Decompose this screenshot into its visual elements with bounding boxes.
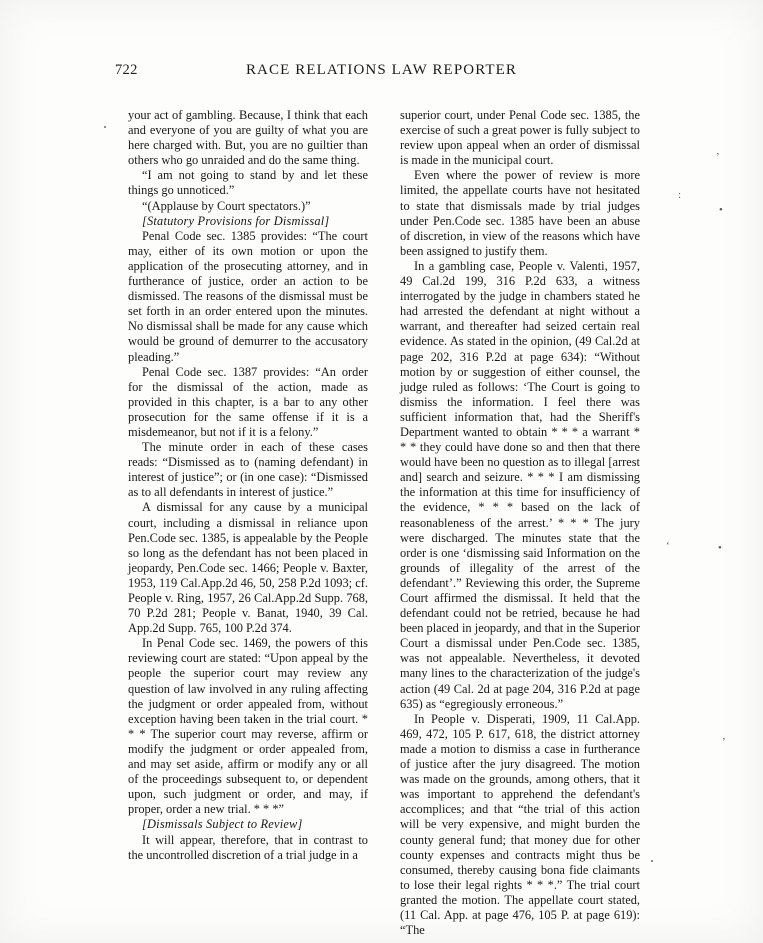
paragraph: superior court, under Penal Code sec. 1385, the exercise of such a great power is fully subject to review upon appeal when an order of dismissal is made in the municipal court. <box>400 108 640 168</box>
margin-mark: • <box>718 542 722 554</box>
right-column <box>400 108 640 938</box>
paper-speck <box>104 126 106 128</box>
paragraph: It will appear, therefore, that in contrast to the uncontrolled discretion of a trial judge in a <box>128 832 368 862</box>
paragraph: Penal Code sec. 1387 provides: “An order for the dismissal of the action, made as provided in this chapter, is a bar to any other prosecution for the same offense if it is a misdemeanor, but not if it is a felony.” <box>128 364 368 439</box>
paragraph: In a gambling case, People v. Valenti, 1957, 49 Cal.2d 199, 316 P.2d 633, a witness interrogated by the judge in chambers stated he had arrested the defendant at night without a warrant, and thereafter had seized certain real evidence. As stated in the opinion, (49 Cal.2d at page 202, 316 P.2d at page 634): “Without motion by or suggestion of either counsel, the judge ruled as follows: ‘The Court is going to dismiss the information. I feel there was sufficient information that, had the Sheriff's Department wanted to obtain * * * a warrant * * * they could have done so and then that there would have been no question as to illegal [arrest and] search and seizure. * * * I am dismissing the information at this time for insufficiency of the evidence, * * * based on the lack of reasonableness of the arrest.’ * * * The jury were discharged. The minutes state that the order is one ‘dismissing said Information on the grounds of illegality of the arrest of the defendant’.” Reviewing this order, the Supreme Court affirmed the dismissal. It held that the defendant could not be retried, because he had been placed in jeopardy, and that in the Superior Court a dismissal under Pen.Code sec. 1385, was not appealable. Nevertheless, it devoted many lines to the characterization of the judge's action (49 Cal. 2d at page 204, 316 P.2d at page 635) as “egregiously erroneous.” <box>400 258 640 711</box>
section-heading-statutory-provisions: [Statutory Provisions for Dismissal] <box>142 213 330 228</box>
margin-mark: : <box>678 189 682 201</box>
margin-mark: ‘ <box>666 540 670 552</box>
paragraph: Even where the power of review is more limited, the appellate courts have not hesitated to state that dismissals made by trial judges under Pen.Code sec. 1385 have been an abuse of discretion, in view of the reasons which have been assigned to justify them. <box>400 168 640 258</box>
paragraph: A dismissal for any cause by a municipal court, including a dismissal in reliance upon Pen.Code sec. 1385, is appealable by the People so long as the defendant has not been placed in jeopardy, Pen.Code sec. 1466; People v. Baxter, 1953, 119 Cal.App.2d 46, 50, 258 P.2d 1093; cf. People v. Ring, 1957, 26 Cal.App.2d Supp. 768, 70 P.2d 281; People v. Banat, 1940, 39 Cal. App.2d Supp. 765, 100 P.2d 374. <box>128 500 368 636</box>
paragraph: “I am not going to stand by and let these things go unnoticed.” <box>128 168 368 198</box>
paragraph: The minute order in each of these cases reads: “Dismissed as to (naming defendant) in interest of justice”; or (in one case): “Dismissed as to all defendants in interest of justice.” <box>128 440 368 500</box>
page-number: 722 <box>115 62 138 78</box>
paragraph: In Penal Code sec. 1469, the powers of this reviewing court are stated: “Upon appeal by the people the superior court may review any question of law involved in any ruling affecting the judgment or order appealed from, without exception having been taken in the trial court. * * * The superior court may reverse, affirm or modify the judgment or order appealed from, and may set aside, affirm or modify any or all of the proceedings subsequent to, or dependent upon, such judgment or order, and may, if proper, order a new trial. * * *” <box>128 636 368 817</box>
paragraph: “(Applause by Court spectators.)” <box>142 198 311 213</box>
paragraph: your act of gambling. Because, I think that each and everyone of you are guilty of what you are here charged with. But, you are no guiltier than others who go unraided and do the same thing. <box>128 108 368 168</box>
left-column <box>128 108 368 938</box>
margin-mark: • <box>719 204 723 216</box>
margin-mark: ’ <box>722 736 726 748</box>
text-columns <box>128 108 640 938</box>
running-head: RACE RELATIONS LAW REPORTER <box>245 62 518 78</box>
paragraph: Penal Code sec. 1385 provides: “The court may, either of its own motion or upon the application of the prosecuting attorney, and in furtherance of justice, order an action to be dismissed. The reasons of the dismissal must be set forth in an order entered upon the minutes. No dismissal shall be made for any cause which would be ground of demurrer to the accusatory pleading.” <box>128 228 368 364</box>
paragraph: In People v. Disperati, 1909, 11 Cal.App. 469, 472, 105 P. 617, 618, the district attorney made a motion to dismiss a case in furtherance of justice after the jury disagreed. The motion was made on the grounds, among others, that it was important to apprehend the defendant's accomplices; and that “the trial of this action will be very expensive, and might burden the county general fund; that money due for other county expenses and contracts might thus be consumed, thereby causing bona fide claimants to lose their legal rights * * *.” The trial court granted the motion. The appellate court stated, (11 Cal. App. at page 476, 105 P. at page 619): “The <box>400 711 640 938</box>
page-header <box>0 62 763 84</box>
paper-speck <box>651 860 653 862</box>
section-heading-dismissals-subject-to-review: [Dismissals Subject to Review] <box>142 817 303 832</box>
margin-mark: ’ <box>716 151 720 163</box>
